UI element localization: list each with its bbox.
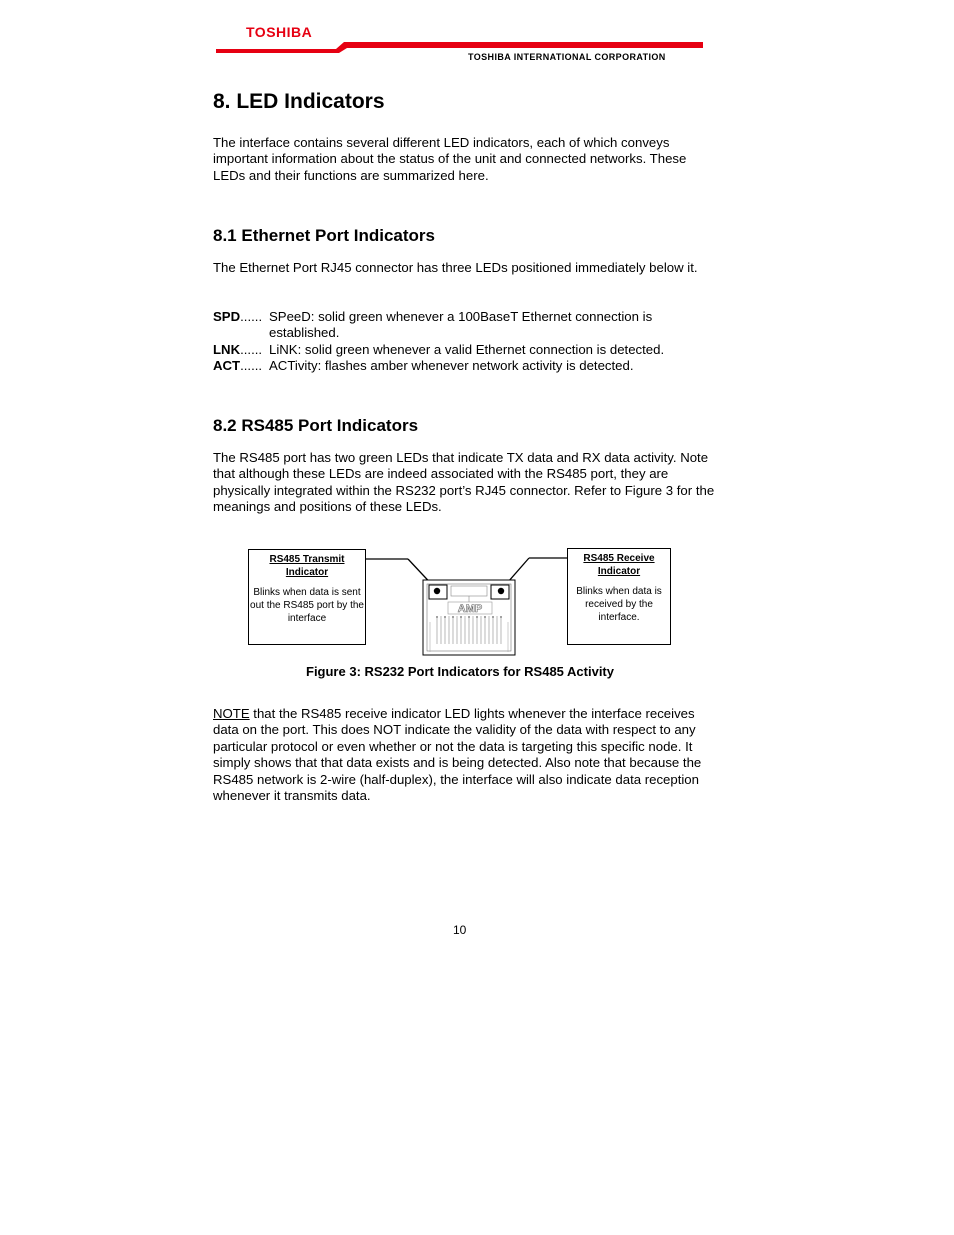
callout-body: Blinks when data is sent out the RS485 port by the interface [250,587,364,624]
ethernet-intro: The Ethernet Port RJ45 connector has three LEDs positioned immediately below it. [213,260,698,275]
definition-leader: ...... [240,309,263,324]
ethernet-heading: 8.1 Ethernet Port Indicators [213,226,435,245]
definition-term: LNK [213,341,241,357]
definition-row-act [213,358,713,374]
note-lead: NOTE [213,706,250,721]
callout-title: RS485 Transmit Indicator [269,554,345,578]
definition-row-lnk [213,342,713,358]
page-number: 10 [453,923,467,937]
receive-led-icon [498,588,504,594]
section-intro: The interface contains several different LED indicators, each of which conveys important information about the status of the unit and connected networks. These LEDs and their functions are summarized here. [213,135,687,183]
transmit-led-icon [434,588,440,594]
corporation-name: TOSHIBA INTERNATIONAL CORPORATION [468,52,666,62]
receive-indicator-callout [567,548,671,645]
connector-amp-label: AMP [457,603,483,615]
section-title: 8. LED Indicators [213,90,385,113]
rj45-connector-diagram [366,552,568,656]
definition-text: LiNK: solid green whenever a valid Ethernet connection is detected. [269,341,665,357]
definition-text: SPeeD: solid green whenever a 100BaseT Ethernet connection is established. [269,309,653,341]
figure-caption: Figure 3: RS232 Port Indicators for RS485 Activity [306,664,614,679]
ethernet-indicator-list [213,309,713,375]
rs485-intro: The RS485 port has two green LEDs that indicate TX data and RX data activity. Note that although these LEDs are indeed associated with the RS485 port, they are physically integrated within the RS232 port’s RJ45 connector. Refer to Figure 3 for the meanings and positions of these LEDs. [213,450,715,515]
note-text: that the RS485 receive indicator LED lights whenever the interface receives data on the port. This does NOT indicate the validity of the data with respect to any particular protocol or even whether or not the data is targeting this specific node. It simply shows that that data exists and is being detected. Also note that because the RS485 network is 2-wire (half-duplex), the interface will also indicate data reception whenever it transmits data. [213,706,702,804]
definition-text: ACTivity: flashes amber whenever network activity is detected. [269,358,634,374]
transmit-indicator-callout [248,549,366,645]
toshiba-logo: TOSHIBA [246,24,313,40]
callout-title: RS485 Receive Indicator [583,553,655,577]
rs485-heading: 8.2 RS485 Port Indicators [213,416,419,435]
definition-row-spd [213,309,713,342]
callout-body: Blinks when data is received by the interface. [576,586,662,623]
definition-term: SPD [213,309,241,324]
definition-term: ACT [213,358,241,374]
definition-leader: ...... [240,341,263,357]
definition-leader: ...... [240,358,263,374]
note-paragraph [213,706,713,804]
